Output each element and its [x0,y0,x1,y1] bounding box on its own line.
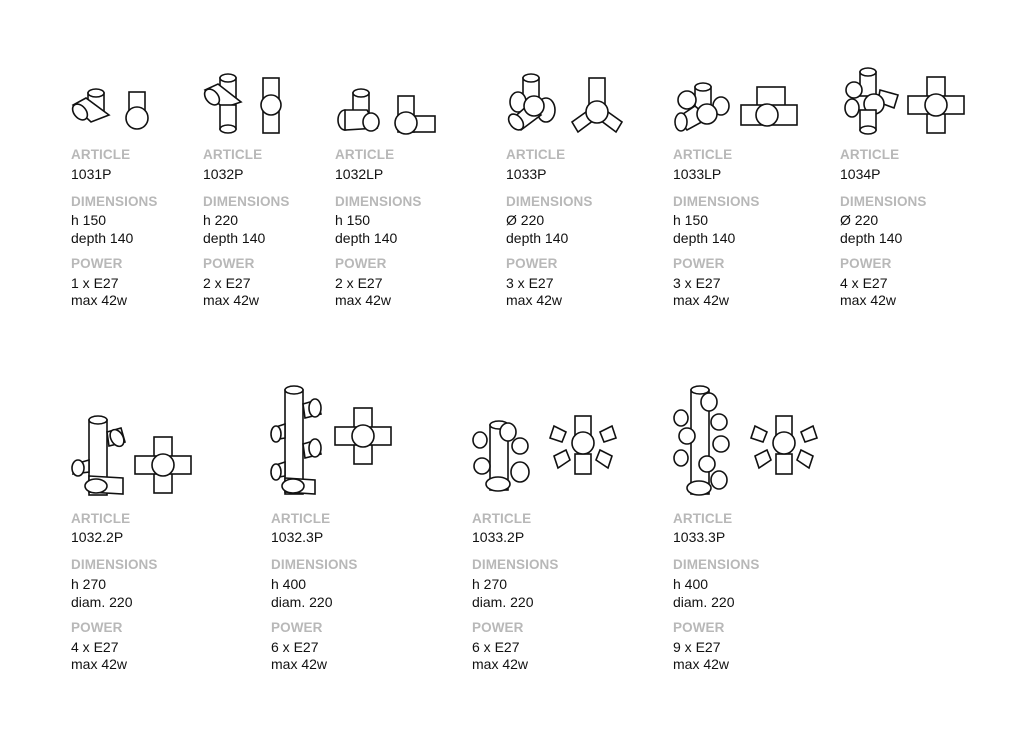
dimension-value: diam. 220 [71,594,133,610]
dimension-value: Ø 220 [506,212,545,228]
product-1032-3p [271,380,411,680]
product-drawing [840,60,980,140]
product-drawing [203,60,323,140]
power-label: POWER [673,256,725,271]
article-label: ARTICLE [271,511,331,526]
article-number: 1033.2P [472,529,525,545]
dimension-value: h 150 [335,212,371,228]
article-label: ARTICLE [71,147,131,162]
lamp-front-view-icon [753,380,833,500]
product-1033-2p [472,380,622,680]
product-drawing [71,380,211,500]
dimensions-label: DIMENSIONS [203,194,290,209]
power-value: 3 x E27 [506,275,554,291]
product-1033lp [673,60,813,320]
dimension-value: Ø 220 [840,212,879,228]
article-label: ARTICLE [203,147,263,162]
dimensions-label: DIMENSIONS [71,194,158,209]
power-value: 4 x E27 [71,639,119,655]
power-label: POWER [271,620,323,635]
dimensions-label: DIMENSIONS [840,194,927,209]
article-number: 1033LP [673,166,722,182]
dimension-value: diam. 220 [673,594,735,610]
lamp-side-view-icon [506,60,566,140]
dimension-value: h 220 [203,212,239,228]
product-drawing [271,380,411,500]
dimension-value: h 150 [71,212,107,228]
power-label: POWER [673,620,725,635]
product-drawing [472,380,622,500]
lamp-side-view-icon [335,60,395,140]
power-label: POWER [335,256,387,271]
lamp-front-view-icon [739,60,809,140]
power-label: POWER [71,620,123,635]
lamp-front-view-icon [564,60,634,140]
article-number: 1032P [203,166,244,182]
power-value: max 42w [673,292,730,308]
power-value: max 42w [271,656,328,672]
power-value: 1 x E27 [71,275,119,291]
power-value: max 42w [335,292,392,308]
dimension-value: h 150 [673,212,709,228]
power-label: POWER [472,620,524,635]
product-1032p [203,60,323,320]
power-value: 6 x E27 [472,639,520,655]
power-label: POWER [203,256,255,271]
product-drawing [506,60,646,140]
dimensions-label: DIMENSIONS [673,557,760,572]
product-1033-3p [673,380,823,680]
lamp-side-view-icon [673,60,735,140]
dimension-value: depth 140 [335,230,398,246]
power-value: 4 x E27 [840,275,888,291]
power-value: max 42w [203,292,260,308]
lamp-front-view-icon [121,60,161,140]
dimension-value: depth 140 [840,230,903,246]
product-drawing [335,60,465,140]
dimension-value: h 400 [271,576,307,592]
product-1032-2p [71,380,211,680]
lamp-front-view-icon [333,380,403,500]
lamp-front-view-icon [258,60,298,140]
power-value: max 42w [673,656,730,672]
article-number: 1032.3P [271,529,324,545]
power-label: POWER [71,256,123,271]
article-label: ARTICLE [840,147,900,162]
product-1032lp [335,60,465,320]
dimension-value: diam. 220 [472,594,534,610]
lamp-side-view-icon [673,380,735,500]
dimensions-label: DIMENSIONS [506,194,593,209]
lamp-side-view-icon [203,60,263,140]
power-value: max 42w [472,656,529,672]
power-value: 3 x E27 [673,275,721,291]
lamp-front-view-icon [393,60,443,140]
lamp-front-view-icon [552,380,632,500]
dimension-value: depth 140 [673,230,736,246]
power-label: POWER [506,256,558,271]
product-drawing [673,60,813,140]
power-value: max 42w [840,292,897,308]
product-drawing [71,60,191,140]
dimensions-label: DIMENSIONS [335,194,422,209]
article-label: ARTICLE [472,511,532,526]
dimension-value: h 270 [71,576,107,592]
product-drawing [673,380,823,500]
dimension-value: depth 140 [203,230,266,246]
dimension-value: h 270 [472,576,508,592]
article-number: 1032.2P [71,529,124,545]
power-value: 6 x E27 [271,639,319,655]
article-number: 1032LP [335,166,384,182]
dimension-value: diam. 220 [271,594,333,610]
dimension-value: h 400 [673,576,709,592]
dimensions-label: DIMENSIONS [673,194,760,209]
article-number: 1034P [840,166,881,182]
lamp-side-view-icon [71,380,133,500]
lamp-side-view-icon [472,380,534,500]
dimensions-label: DIMENSIONS [271,557,358,572]
article-label: ARTICLE [335,147,395,162]
article-label: ARTICLE [506,147,566,162]
dimension-value: depth 140 [506,230,569,246]
power-value: 9 x E27 [673,639,721,655]
article-label: ARTICLE [71,511,131,526]
power-label: POWER [840,256,892,271]
article-number: 1033.3P [673,529,726,545]
article-label: ARTICLE [673,511,733,526]
product-1033p [506,60,646,320]
dimensions-label: DIMENSIONS [71,557,158,572]
lamp-front-view-icon [133,380,203,500]
article-number: 1031P [71,166,112,182]
power-value: 2 x E27 [335,275,383,291]
power-value: max 42w [506,292,563,308]
power-value: 2 x E27 [203,275,251,291]
lamp-side-view-icon [840,60,902,140]
lamp-side-view-icon [271,380,333,500]
power-value: max 42w [71,656,128,672]
lamp-front-view-icon [906,60,976,140]
article-label: ARTICLE [673,147,733,162]
article-number: 1033P [506,166,547,182]
dimensions-label: DIMENSIONS [472,557,559,572]
power-value: max 42w [71,292,128,308]
dimension-value: depth 140 [71,230,134,246]
product-1031p [71,60,191,320]
product-1034p [840,60,980,320]
